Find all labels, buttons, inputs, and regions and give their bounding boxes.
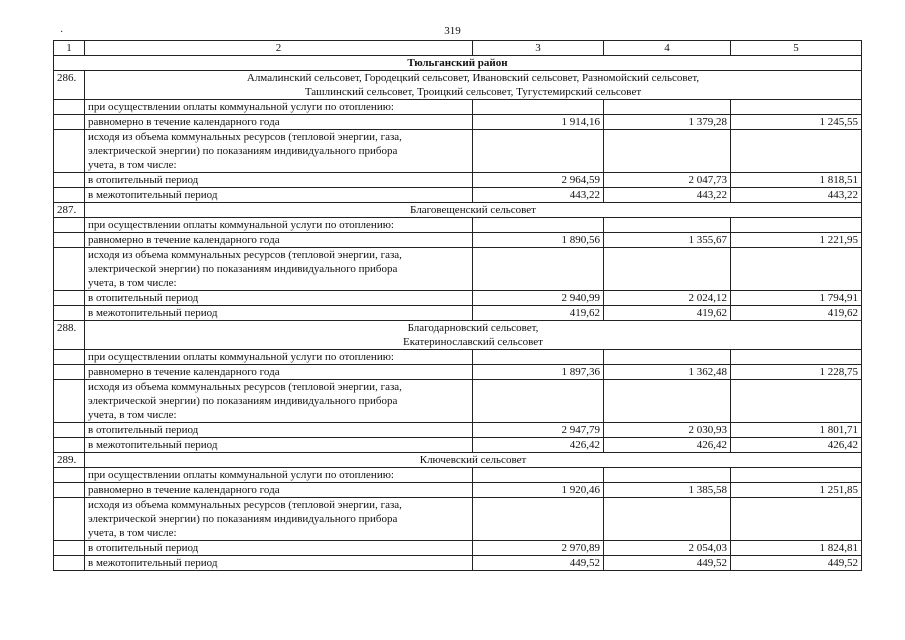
tariff-value-col-3 (473, 100, 604, 115)
tariff-value-col-3: 1 897,36 (473, 365, 604, 380)
tariff-value-col-3: 2 970,89 (473, 541, 604, 556)
tariff-value-col-5: 1 221,95 (731, 233, 862, 248)
tariff-label-line: в межотопительный период (88, 557, 218, 569)
tariff-value-col-4: 1 355,67 (604, 233, 731, 248)
tariff-value-col-5 (731, 100, 862, 115)
tariff-row (54, 365, 862, 380)
row-number: 289. (54, 453, 85, 468)
tariff-row (54, 468, 862, 483)
tariff-label-line: в отопительный период (88, 292, 199, 304)
settlement-group-row (54, 203, 862, 218)
tariff-label-line: в межотопительный период (88, 439, 218, 451)
empty-cell (54, 541, 85, 556)
tariff-value-col-4 (604, 468, 731, 483)
empty-cell (54, 233, 85, 248)
row-number: 286. (54, 71, 85, 100)
tariff-label-line: равномерно в течение календарного года (88, 234, 280, 246)
tariff-label-line: в межотопительный период (88, 189, 218, 201)
empty-cell (54, 130, 85, 173)
settlement-name-line: Благовещенский сельсовет (410, 204, 536, 216)
tariff-value-col-5: 1 251,85 (731, 483, 862, 498)
tariff-value-col-5: 1 801,71 (731, 423, 862, 438)
column-number: 4 (604, 41, 731, 56)
tariff-value-col-5: 1 245,55 (731, 115, 862, 130)
empty-cell (54, 218, 85, 233)
empty-cell (54, 173, 85, 188)
tariff-label-line: исходя из объема коммунальных ресурсов (тепловой энергии, газа, (88, 381, 402, 393)
tariff-label (85, 423, 473, 438)
tariff-value-col-3: 443,22 (473, 188, 604, 203)
tariff-value-col-4: 2 047,73 (604, 173, 731, 188)
tariff-label (85, 188, 473, 203)
tariff-value-col-4: 2 024,12 (604, 291, 731, 306)
empty-cell (54, 483, 85, 498)
tariff-value-col-4: 426,42 (604, 438, 731, 453)
settlement-group-row (54, 453, 862, 468)
empty-cell (54, 100, 85, 115)
tariff-value-col-3: 449,52 (473, 556, 604, 571)
district-name: Тюльганский район (54, 56, 862, 71)
tariff-label (85, 173, 473, 188)
tariff-label-line: электрической энергии) по показаниям индивидуального прибора (88, 395, 398, 407)
tariff-value-col-3 (473, 468, 604, 483)
tariff-value-col-4: 2 054,03 (604, 541, 731, 556)
tariff-table (53, 40, 862, 571)
tariff-label (85, 468, 473, 483)
tariff-label (85, 541, 473, 556)
settlement-name (85, 203, 862, 218)
settlement-name-line: Благодарновский сельсовет, (407, 322, 539, 334)
tariff-value-col-5: 1 228,75 (731, 365, 862, 380)
tariff-label-line: равномерно в течение календарного года (88, 484, 280, 496)
settlement-name (85, 321, 862, 350)
tariff-value-col-3: 2 940,99 (473, 291, 604, 306)
empty-cell (54, 380, 85, 423)
column-number: 1 (54, 41, 85, 56)
tariff-label (85, 291, 473, 306)
tariff-value-col-3 (473, 498, 604, 541)
tariff-label (85, 380, 473, 423)
tariff-value-col-3 (473, 380, 604, 423)
tariff-row (54, 541, 862, 556)
tariff-label-line: в межотопительный период (88, 307, 218, 319)
tariff-label-line: в отопительный период (88, 542, 199, 554)
tariff-value-col-4 (604, 218, 731, 233)
tariff-value-col-3: 419,62 (473, 306, 604, 321)
tariff-label-line: при осуществлении оплаты коммунальной услуги по отоплению: (88, 351, 394, 363)
tariff-value-col-5: 426,42 (731, 438, 862, 453)
tariff-value-col-3 (473, 248, 604, 291)
tariff-value-col-4: 419,62 (604, 306, 731, 321)
empty-cell (54, 468, 85, 483)
tariff-value-col-5: 1 824,81 (731, 541, 862, 556)
tariff-label-line: при осуществлении оплаты коммунальной услуги по отоплению: (88, 469, 394, 481)
tariff-label-line: в отопительный период (88, 174, 199, 186)
empty-cell (54, 423, 85, 438)
tariff-label (85, 498, 473, 541)
empty-cell (54, 556, 85, 571)
tariff-row (54, 248, 862, 291)
tariff-label (85, 248, 473, 291)
column-number: 2 (85, 41, 473, 56)
tariff-label (85, 130, 473, 173)
tariff-row (54, 483, 862, 498)
tariff-value-col-5 (731, 218, 862, 233)
column-number: 3 (473, 41, 604, 56)
tariff-row (54, 173, 862, 188)
row-number: 288. (54, 321, 85, 350)
tariff-value-col-3: 1 920,46 (473, 483, 604, 498)
tariff-value-col-3: 1 914,16 (473, 115, 604, 130)
tariff-label-line: в отопительный период (88, 424, 199, 436)
tariff-label-line: исходя из объема коммунальных ресурсов (тепловой энергии, газа, (88, 499, 402, 511)
tariff-row (54, 380, 862, 423)
tariff-value-col-3: 1 890,56 (473, 233, 604, 248)
empty-cell (54, 115, 85, 130)
tariff-value-col-5 (731, 350, 862, 365)
tariff-row (54, 498, 862, 541)
empty-cell (54, 188, 85, 203)
tariff-value-col-3: 426,42 (473, 438, 604, 453)
tariff-label-line: электрической энергии) по показаниям индивидуального прибора (88, 263, 398, 275)
empty-cell (54, 350, 85, 365)
empty-cell (54, 248, 85, 291)
tariff-row (54, 188, 862, 203)
tariff-value-col-3 (473, 350, 604, 365)
tariff-label (85, 438, 473, 453)
empty-cell (54, 291, 85, 306)
tariff-label-line: электрической энергии) по показаниям индивидуального прибора (88, 513, 398, 525)
tariff-value-col-3: 2 947,79 (473, 423, 604, 438)
tariff-value-col-4 (604, 498, 731, 541)
tariff-row (54, 438, 862, 453)
tariff-label (85, 483, 473, 498)
tariff-value-col-5 (731, 248, 862, 291)
empty-cell (54, 306, 85, 321)
tariff-value-col-4: 1 379,28 (604, 115, 731, 130)
tariff-label-line: исходя из объема коммунальных ресурсов (тепловой энергии, газа, (88, 131, 402, 143)
tariff-row (54, 423, 862, 438)
tariff-table-body (54, 41, 862, 571)
tariff-value-col-4: 1 362,48 (604, 365, 731, 380)
tariff-label-line: учета, в том числе: (88, 277, 177, 289)
tariff-label (85, 365, 473, 380)
tariff-label-line: учета, в том числе: (88, 409, 177, 421)
tariff-row (54, 350, 862, 365)
tariff-value-col-5: 443,22 (731, 188, 862, 203)
settlement-name-line: Екатеринославский сельсовет (403, 336, 543, 348)
settlement-name-line: Ташлинский сельсовет, Троицкий сельсовет, Тугустемирский сельсовет (304, 86, 642, 98)
tariff-value-col-3 (473, 130, 604, 173)
tariff-label (85, 115, 473, 130)
tariff-row (54, 130, 862, 173)
tariff-value-col-4: 443,22 (604, 188, 731, 203)
tariff-label (85, 233, 473, 248)
tariff-row (54, 218, 862, 233)
tariff-label-line: учета, в том числе: (88, 159, 177, 171)
tariff-value-col-3: 2 964,59 (473, 173, 604, 188)
tariff-label-line: электрической энергии) по показаниям индивидуального прибора (88, 145, 398, 157)
tariff-value-col-5: 419,62 (731, 306, 862, 321)
settlement-name (85, 453, 862, 468)
tariff-label-line: учета, в том числе: (88, 527, 177, 539)
tariff-label-line: исходя из объема коммунальных ресурсов (тепловой энергии, газа, (88, 249, 402, 261)
tariff-label-line: равномерно в течение календарного года (88, 116, 280, 128)
tariff-value-col-5: 1 794,91 (731, 291, 862, 306)
settlement-group-row (54, 71, 862, 100)
empty-cell (54, 365, 85, 380)
tariff-label-line: при осуществлении оплаты коммунальной услуги по отоплению: (88, 219, 394, 231)
tariff-label-line: при осуществлении оплаты коммунальной услуги по отоплению: (88, 101, 394, 113)
tariff-row (54, 233, 862, 248)
tariff-value-col-4: 1 385,58 (604, 483, 731, 498)
tariff-label (85, 306, 473, 321)
tariff-value-col-5 (731, 380, 862, 423)
tariff-label (85, 350, 473, 365)
tariff-value-col-4 (604, 350, 731, 365)
column-number-row (54, 41, 862, 56)
tariff-label-line: равномерно в течение календарного года (88, 366, 280, 378)
corner-mark: · (60, 27, 64, 38)
tariff-value-col-4 (604, 248, 731, 291)
column-number: 5 (731, 41, 862, 56)
tariff-label (85, 218, 473, 233)
settlement-name (85, 71, 862, 100)
empty-cell (54, 498, 85, 541)
tariff-value-col-4 (604, 130, 731, 173)
tariff-row (54, 556, 862, 571)
row-number: 287. (54, 203, 85, 218)
tariff-value-col-3 (473, 218, 604, 233)
page-number: 319 (444, 25, 461, 37)
settlement-name-line: Алмалинский сельсовет, Городецкий сельсовет, Ивановский сельсовет, Разномойский сельсовет, (246, 72, 700, 84)
tariff-value-col-4: 2 030,93 (604, 423, 731, 438)
tariff-row (54, 100, 862, 115)
tariff-row (54, 115, 862, 130)
tariff-value-col-4 (604, 380, 731, 423)
tariff-value-col-5: 1 818,51 (731, 173, 862, 188)
tariff-value-col-5 (731, 130, 862, 173)
tariff-value-col-4 (604, 100, 731, 115)
tariff-row (54, 291, 862, 306)
tariff-label (85, 556, 473, 571)
empty-cell (54, 438, 85, 453)
tariff-value-col-5 (731, 498, 862, 541)
tariff-value-col-4: 449,52 (604, 556, 731, 571)
settlement-name-line: Ключевский сельсовет (419, 454, 527, 466)
settlement-group-row (54, 321, 862, 350)
tariff-value-col-5: 449,52 (731, 556, 862, 571)
district-row (54, 56, 862, 71)
tariff-value-col-5 (731, 468, 862, 483)
tariff-row (54, 306, 862, 321)
tariff-label (85, 100, 473, 115)
